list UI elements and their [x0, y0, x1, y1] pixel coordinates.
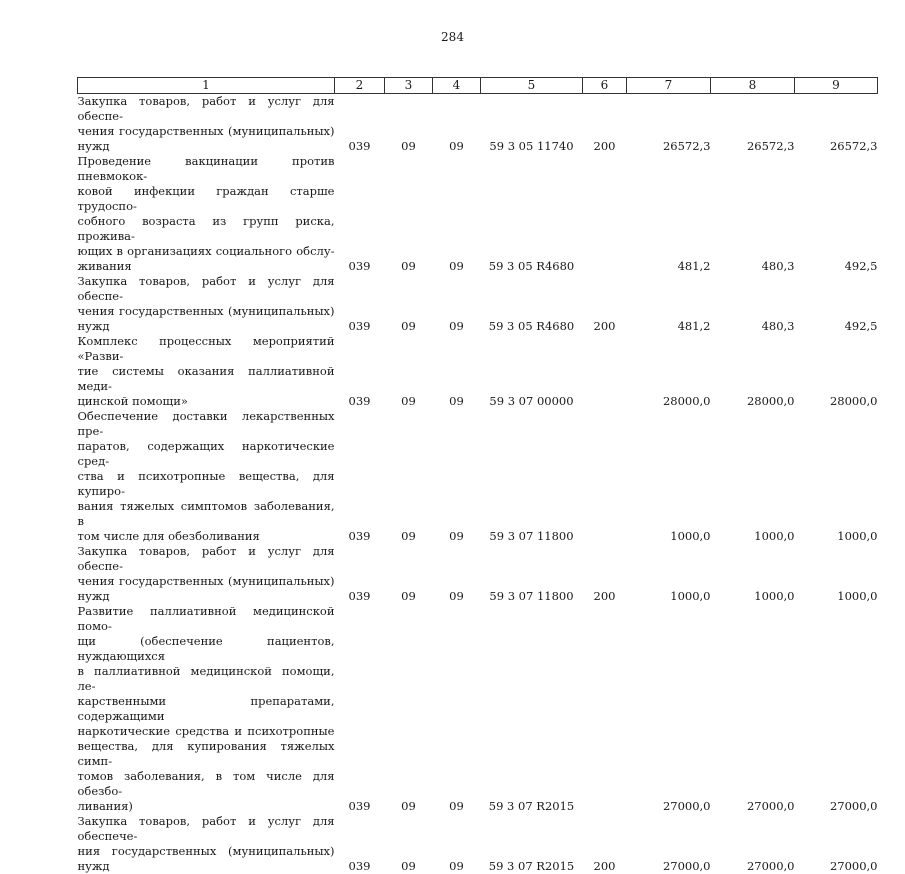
description-line: паратов, содержащих наркотические сред-: [78, 439, 335, 469]
column-header: 8: [711, 78, 795, 94]
description-line: нужд: [78, 319, 335, 334]
cell-expense-type: [583, 334, 627, 409]
description-line: тие системы оказания паллиативной меди-: [78, 364, 335, 394]
cell-ministry-code: 039: [335, 409, 385, 544]
cell-section-code: 09: [385, 154, 433, 274]
description-line: Развитие паллиативной медицинской помо-: [78, 604, 335, 634]
description-line: Проведение вакцинации против пневмокок-: [78, 154, 335, 184]
cell-amount-year3: 492,5: [795, 154, 878, 274]
column-header: 4: [433, 78, 481, 94]
cell-amount-year1: 481,2: [627, 274, 711, 334]
description-line: ковой инфекции граждан старше трудоспо-: [78, 184, 335, 214]
row-description: [78, 409, 335, 544]
cell-section-code: 09: [385, 94, 433, 155]
description-line: цинской помощи»: [78, 394, 335, 409]
cell-expense-type: 200: [583, 544, 627, 604]
cell-amount-year2: 28000,0: [711, 334, 795, 409]
cell-section-code: 09: [385, 604, 433, 814]
budget-table: [77, 77, 878, 874]
cell-ministry-code: 039: [335, 94, 385, 155]
description-line: ства и психотропные вещества, для купиро-: [78, 469, 335, 499]
row-description: [78, 544, 335, 604]
row-description: [78, 94, 335, 155]
cell-expense-type: 200: [583, 274, 627, 334]
cell-amount-year3: 1000,0: [795, 544, 878, 604]
description-line: Закупка товаров, работ и услуг для обеспе-: [78, 94, 335, 124]
description-line: в паллиативной медицинской помощи, ле-: [78, 664, 335, 694]
description-line: Обеспечение доставки лекарственных пре-: [78, 409, 335, 439]
column-header: 6: [583, 78, 627, 94]
cell-target-article: 59 3 05 R4680: [481, 274, 583, 334]
table-row: [78, 814, 878, 874]
cell-target-article: 59 3 07 00000: [481, 334, 583, 409]
description-line: чения государственных (муниципальных): [78, 124, 335, 139]
column-header: 1: [78, 78, 335, 94]
cell-target-article: 59 3 05 R4680: [481, 154, 583, 274]
cell-expense-type: [583, 409, 627, 544]
cell-section-code: 09: [385, 544, 433, 604]
cell-subsection-code: 09: [433, 604, 481, 814]
cell-amount-year1: 27000,0: [627, 604, 711, 814]
cell-amount-year2: 480,3: [711, 274, 795, 334]
description-line: вания тяжелых симптомов заболевания, в: [78, 499, 335, 529]
description-line: чения государственных (муниципальных): [78, 574, 335, 589]
cell-amount-year2: 27000,0: [711, 814, 795, 874]
description-line: Закупка товаров, работ и услуг для обеспе-: [78, 274, 335, 304]
description-line: Закупка товаров, работ и услуг для обеспе-: [78, 544, 335, 574]
cell-amount-year2: 480,3: [711, 154, 795, 274]
column-header: 9: [795, 78, 878, 94]
cell-target-article: 59 3 05 11740: [481, 94, 583, 155]
column-header: 3: [385, 78, 433, 94]
table-row: [78, 409, 878, 544]
cell-amount-year1: 1000,0: [627, 544, 711, 604]
cell-target-article: 59 3 07 R2015: [481, 814, 583, 874]
cell-subsection-code: 09: [433, 154, 481, 274]
cell-subsection-code: 09: [433, 274, 481, 334]
cell-subsection-code: 09: [433, 94, 481, 155]
cell-ministry-code: 039: [335, 814, 385, 874]
table-row: [78, 544, 878, 604]
cell-amount-year3: 492,5: [795, 274, 878, 334]
description-line: томов заболевания, в том числе для обезбо-: [78, 769, 335, 799]
table-row: [78, 274, 878, 334]
cell-ministry-code: 039: [335, 274, 385, 334]
description-line: щи (обеспечение пациентов, нуждающихся: [78, 634, 335, 664]
cell-target-article: 59 3 07 11800: [481, 544, 583, 604]
cell-expense-type: [583, 604, 627, 814]
cell-expense-type: 200: [583, 94, 627, 155]
description-line: Комплекс процессных мероприятий «Разви-: [78, 334, 335, 364]
cell-ministry-code: 039: [335, 154, 385, 274]
cell-amount-year2: 1000,0: [711, 409, 795, 544]
row-description: [78, 334, 335, 409]
row-description: [78, 814, 335, 874]
cell-section-code: 09: [385, 274, 433, 334]
cell-expense-type: 200: [583, 814, 627, 874]
row-description: [78, 274, 335, 334]
description-line: вещества, для купирования тяжелых симп-: [78, 739, 335, 769]
column-header: 7: [627, 78, 711, 94]
table-row: [78, 154, 878, 274]
cell-amount-year3: 1000,0: [795, 409, 878, 544]
cell-target-article: 59 3 07 11800: [481, 409, 583, 544]
description-line: чения государственных (муниципальных): [78, 304, 335, 319]
cell-amount-year1: 27000,0: [627, 814, 711, 874]
page-number: 284: [0, 30, 905, 44]
cell-ministry-code: 039: [335, 334, 385, 409]
description-line: собного возраста из групп риска, прожива-: [78, 214, 335, 244]
cell-amount-year3: 28000,0: [795, 334, 878, 409]
cell-amount-year1: 481,2: [627, 154, 711, 274]
cell-section-code: 09: [385, 334, 433, 409]
row-description: [78, 154, 335, 274]
table-row: [78, 334, 878, 409]
row-description: [78, 604, 335, 814]
cell-amount-year3: 27000,0: [795, 604, 878, 814]
description-line: Закупка товаров, работ и услуг для обеспече-: [78, 814, 335, 844]
column-header: 2: [335, 78, 385, 94]
cell-subsection-code: 09: [433, 409, 481, 544]
description-line: нужд: [78, 139, 335, 154]
cell-subsection-code: 09: [433, 814, 481, 874]
cell-subsection-code: 09: [433, 334, 481, 409]
table-body: [78, 94, 878, 874]
table-row: [78, 604, 878, 814]
description-line: ющих в организациях социального обслу-: [78, 244, 335, 259]
description-line: том числе для обезболивания: [78, 529, 335, 544]
cell-amount-year3: 27000,0: [795, 814, 878, 874]
cell-amount-year1: 1000,0: [627, 409, 711, 544]
cell-amount-year2: 27000,0: [711, 604, 795, 814]
description-line: ливания): [78, 799, 335, 814]
cell-ministry-code: 039: [335, 544, 385, 604]
column-header: 5: [481, 78, 583, 94]
cell-amount-year3: 26572,3: [795, 94, 878, 155]
cell-amount-year2: 26572,3: [711, 94, 795, 155]
header-row: [78, 78, 878, 94]
description-line: живания: [78, 259, 335, 274]
description-line: ния государственных (муниципальных) нужд: [78, 844, 335, 874]
cell-amount-year2: 1000,0: [711, 544, 795, 604]
description-line: наркотические средства и психотропные: [78, 724, 335, 739]
cell-section-code: 09: [385, 814, 433, 874]
cell-section-code: 09: [385, 409, 433, 544]
cell-ministry-code: 039: [335, 604, 385, 814]
description-line: нужд: [78, 589, 335, 604]
cell-amount-year1: 26572,3: [627, 94, 711, 155]
description-line: карственными препаратами, содержащими: [78, 694, 335, 724]
table-row: [78, 94, 878, 155]
cell-expense-type: [583, 154, 627, 274]
cell-amount-year1: 28000,0: [627, 334, 711, 409]
cell-target-article: 59 3 07 R2015: [481, 604, 583, 814]
cell-subsection-code: 09: [433, 544, 481, 604]
